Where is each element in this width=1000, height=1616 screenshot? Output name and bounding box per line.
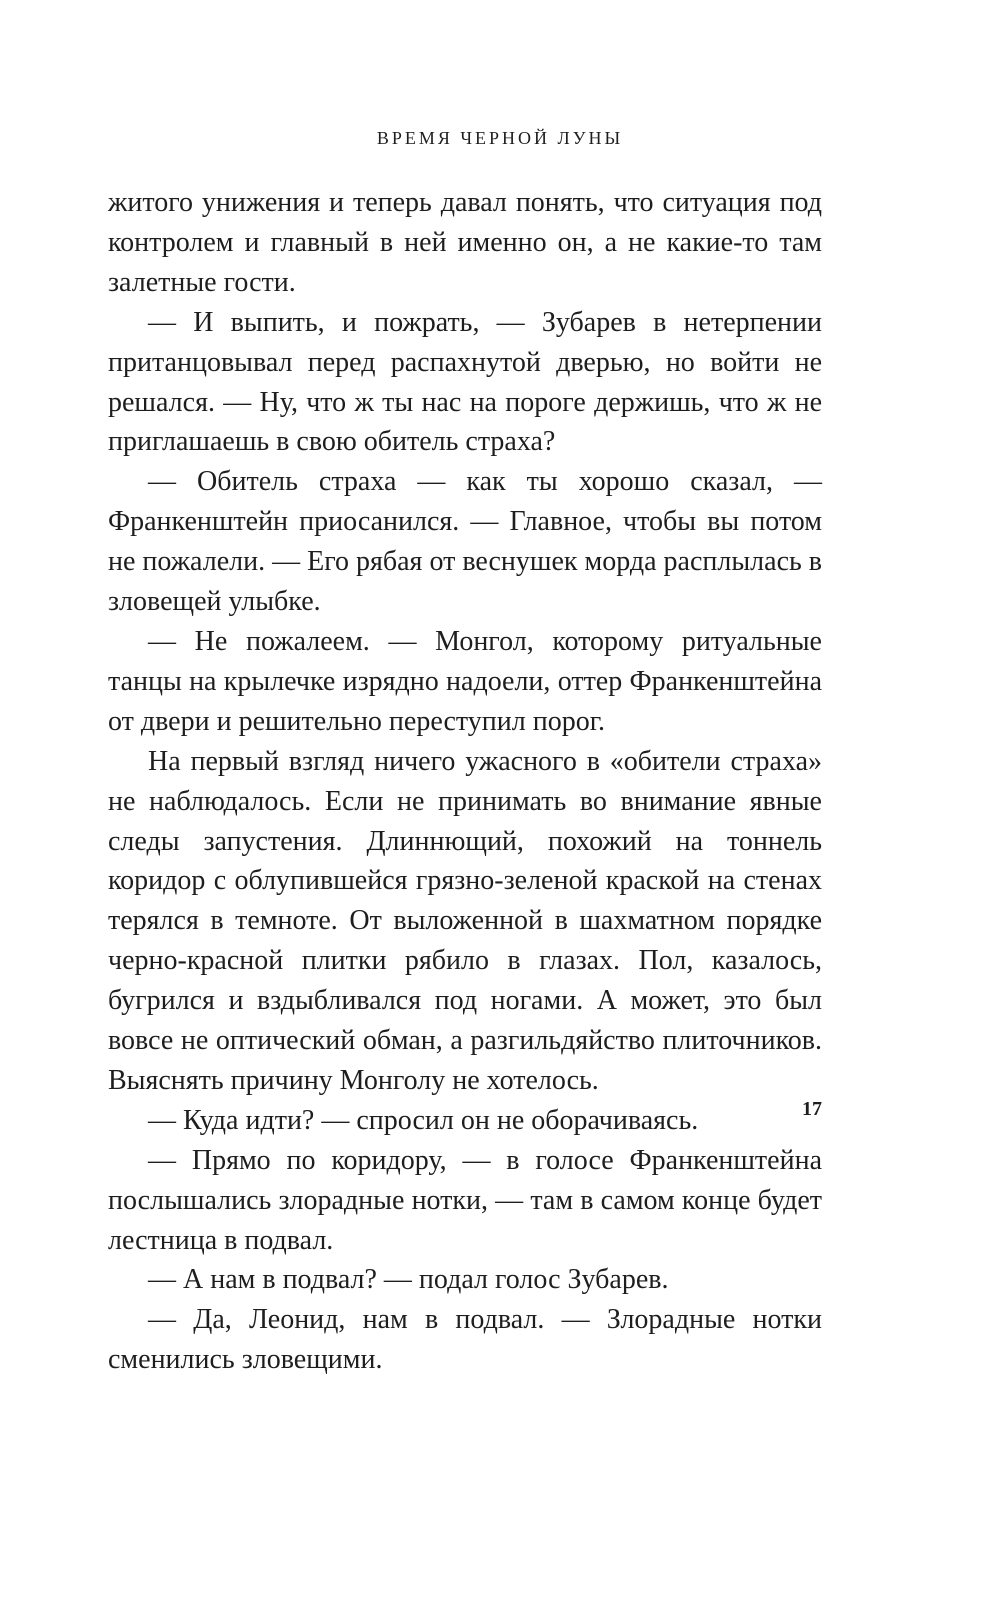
paragraph: На первый взгляд ничего ужасного в «обители страха» не наблюдалось. Если не принимать во внимание явные следы запустения. Длиннющий, похожий на тоннель коридор с облупившейся грязно-зеленой краской на стенах терялся в темноте. От выложенной в шахматном порядке черно-красной плитки рябило в глазах. Пол, казалось, бугрился и вздыбливался под ногами. А может, это был вовсе не оптический обман, а разгильдяйство плиточников. Выяснять причину Монголу не хотелось. (108, 745, 822, 1096)
paragraph: житого унижения и теперь давал понять, что ситуация под контролем и главный в ней именно он, а не какие-то там залетные гости. (108, 187, 822, 298)
paragraph: — И выпить, и пожрать, — Зубарев в нетерпении пританцовывал перед распахнутой дверью, но войти не решался. — Ну, что ж ты нас на пороге держишь, что ж не приглашаешь в свою обитель страха? (108, 306, 822, 458)
page-number: 17 (802, 1098, 822, 1120)
paragraph: — А нам в подвал? — подал голос Зубарев. (148, 1264, 669, 1296)
paragraph: — Да, Леонид, нам в подвал. — Злорадные нотки сменились зловещими. (108, 1304, 822, 1376)
paragraph: — Прямо по коридору, — в голосе Франкенштейна послышались злорадные нотки, — там в самом конце будет лестница в подвал. (108, 1144, 822, 1256)
running-title: ВРЕМЯ ЧЕРНОЙ ЛУНЫ (376, 128, 624, 148)
paragraph: — Куда идти? — спросил он не оборачиваясь. (148, 1104, 699, 1136)
paragraph: — Не пожалеем. — Монгол, которому ритуальные танцы на крылечке изрядно надоели, оттер Франкенштейна от двери и решительно переступил порог. (108, 625, 822, 737)
page-body (108, 183, 822, 1380)
paragraph: — Обитель страха — как ты хорошо сказал, — Франкенштейн приосанился. — Главное, чтобы вы потом не пожалели. — Его рябая от веснушек морда расплылась в зловещей улыбке. (108, 466, 822, 618)
